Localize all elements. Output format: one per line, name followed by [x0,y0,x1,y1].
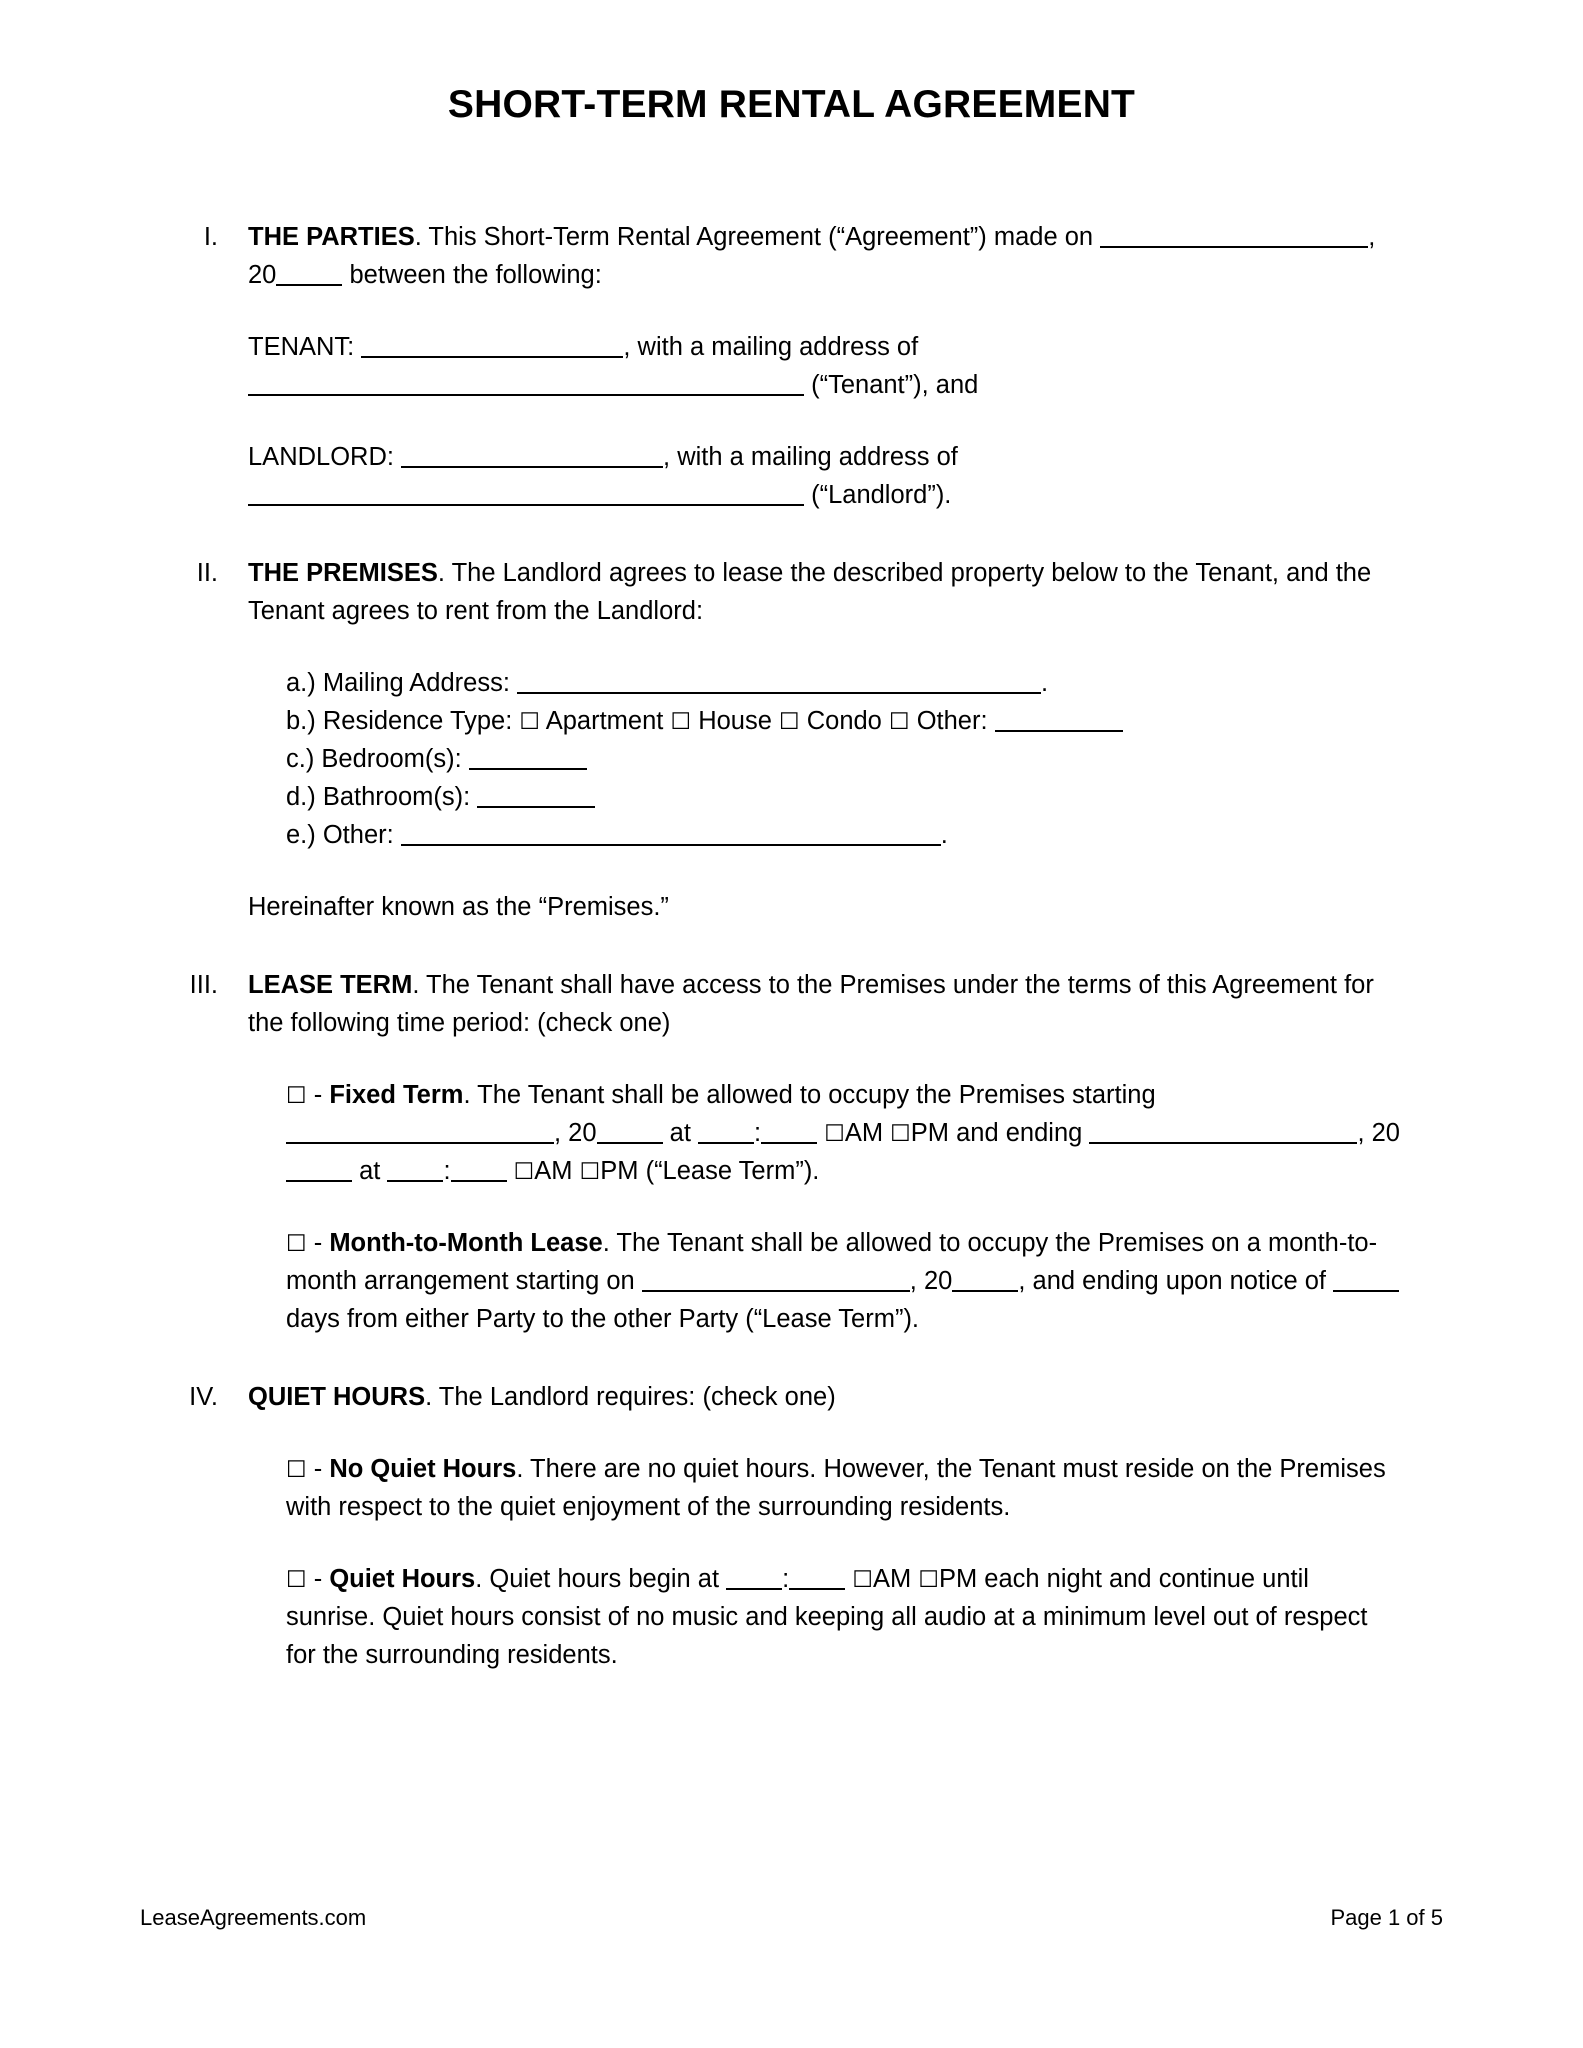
list-item-residence-type [286,702,1423,740]
section-intro-text: . The Landlord agrees to lease the described property below to the Tenant, and the Tenant agrees to rent from the Landlord: [248,559,1372,625]
option-quiet-hours [286,1560,1583,1674]
section-content [218,554,1583,630]
tenant-tail-text: (“Tenant”), and [811,371,979,399]
checkbox-icon-fixed-start-am[interactable]: ☐ [824,1121,845,1147]
landlord-tail-text: (“Landlord”). [811,481,952,509]
section-heading: LEASE TERM [248,971,413,999]
landlord-address-blank[interactable] [248,478,804,506]
quiet-text-3: each night and continue until sunrise. Quiet hours consist of no music and keeping all audio at a minimum level out of respect for the surrounding residents. [286,1565,1368,1669]
fixed-term-text-3: at [662,1119,691,1147]
list-item-bedrooms [286,740,1423,778]
fixed-start-hour-blank[interactable] [698,1116,754,1144]
landlord-block [248,438,1583,514]
option-month-to-month [286,1224,1583,1338]
fixed-end-am-label: AM [534,1157,573,1185]
residence-type-label: b.) Residence Type: [286,707,513,735]
other-label: e.) Other: [286,821,394,849]
checkbox-icon-quiet-pm[interactable]: ☐ [918,1567,939,1593]
other-blank[interactable] [401,818,941,846]
residence-other-blank[interactable] [995,704,1123,732]
bathrooms-blank[interactable] [477,780,595,808]
option-fixed-term [286,1076,1583,1190]
residence-option-apartment: Apartment [545,707,664,735]
document-body [0,218,1583,1674]
fixed-end-hour-blank[interactable] [387,1154,443,1182]
quiet-start-hour-blank[interactable] [726,1562,782,1590]
checkbox-icon-fixed-start-pm[interactable]: ☐ [890,1121,911,1147]
page-title: SHORT-TERM RENTAL AGREEMENT [447,83,1136,126]
list-item-bathrooms [286,778,1423,816]
no-quiet-bullet: - [313,1455,323,1483]
landlord-mid-text: , with a mailing address of [663,443,958,471]
list-item-other [286,816,1423,854]
fixed-term-text-7: at [352,1157,381,1185]
landlord-label: LANDLORD: [248,443,394,471]
date-blank[interactable] [1100,220,1368,248]
section-intro-text: . This Short-Term Rental Agreement (“Agreement”) made on [414,223,1094,251]
tenant-block [248,328,1583,404]
bedrooms-label: c.) Bedroom(s): [286,745,462,773]
checkbox-icon-condo[interactable]: ☐ [779,709,800,735]
checkbox-icon-house[interactable]: ☐ [670,709,692,735]
mtm-text-4: days from either Party to the other Party (“Lease Term”). [286,1305,920,1333]
quiet-label: Quiet Hours [329,1565,476,1593]
mtm-text-3: , and ending upon notice of [1018,1267,1327,1295]
hereinafter-premises-text: Hereinafter known as the “Premises.” [248,893,669,921]
residence-option-condo: Condo [806,707,882,735]
residence-option-other-label: Other: [916,707,988,735]
no-quiet-text: . There are no quiet hours. However, the Tenant must reside on the Premises with respect to the quiet enjoyment of the surrounding residents. [286,1455,1386,1521]
mtm-text-2: , 20 [909,1267,953,1295]
other-period: . [940,821,948,849]
footer-site-name: LeaseAgreements.com [140,1905,367,1930]
option-no-quiet-hours [286,1450,1583,1526]
section-intro-text: . The Landlord requires: (check one) [425,1383,836,1411]
checkbox-icon-apartment[interactable]: ☐ [519,709,541,735]
fixed-term-text-1: . The Tenant shall be allowed to occupy the Premises starting [463,1081,1156,1109]
fixed-start-am-label: AM [844,1119,884,1147]
tenant-name-blank[interactable] [361,330,623,358]
tenant-address-blank[interactable] [248,368,804,396]
page-footer [0,1898,1583,1938]
bedrooms-blank[interactable] [469,742,587,770]
checkbox-icon-month-to-month[interactable]: ☐ [286,1231,307,1257]
quiet-start-minute-blank[interactable] [789,1562,845,1590]
bathrooms-label: d.) Bathroom(s): [286,783,471,811]
fixed-term-text-2: , 20 [554,1119,597,1147]
list-item-mailing-address [286,664,1423,702]
mtm-start-date-blank[interactable] [642,1264,910,1292]
section-content [218,218,1583,294]
fixed-end-minute-blank[interactable] [451,1154,507,1182]
fixed-term-text-6: , 20 [1357,1119,1400,1147]
section-numeral: III. [189,971,218,999]
mailing-address-period: . [1041,669,1049,697]
mtm-notice-days-blank[interactable] [1333,1264,1399,1292]
checkbox-icon-fixed-end-pm[interactable]: ☐ [579,1159,601,1185]
section-content [218,1378,1583,1416]
residence-option-house: House [698,707,772,735]
checkbox-icon-fixed-end-am[interactable]: ☐ [513,1159,535,1185]
fixed-term-label: Fixed Term [329,1081,464,1109]
landlord-name-blank[interactable] [401,440,663,468]
checkbox-icon-no-quiet-hours[interactable]: ☐ [286,1457,307,1483]
fixed-start-minute-blank[interactable] [761,1116,817,1144]
fixed-start-date-blank[interactable] [286,1116,554,1144]
quiet-text-1: . Quiet hours begin at [475,1565,720,1593]
mtm-bullet: - [313,1229,323,1257]
fixed-start-pm-label: PM [910,1119,950,1147]
checkbox-icon-quiet-am[interactable]: ☐ [852,1567,873,1593]
checkbox-icon-other[interactable]: ☐ [888,709,910,735]
section-heading: THE PREMISES [248,559,438,587]
section-heading: QUIET HOURS [248,1383,426,1411]
quiet-colon: : [782,1565,790,1593]
mtm-start-year-blank[interactable] [952,1264,1018,1292]
section-the-parties [0,218,1583,294]
section-lease-term [0,966,1583,1042]
section-content [218,966,1583,1042]
checkbox-icon-quiet-hours[interactable]: ☐ [286,1567,307,1593]
fixed-end-year-blank[interactable] [286,1154,352,1182]
year-blank[interactable] [276,258,342,286]
section-intro-text: . The Tenant shall have access to the Premises under the terms of this Agreement for the following time period: (check one) [248,971,1374,1037]
no-quiet-label: No Quiet Hours [329,1455,517,1483]
fixed-term-colon-1: : [754,1119,762,1147]
fixed-start-year-blank[interactable] [597,1116,663,1144]
quiet-pm-label: PM [938,1565,978,1593]
tenant-mid-text: , with a mailing address of [623,333,919,361]
fixed-term-text-9: (“Lease Term”). [645,1157,820,1185]
checkbox-icon-fixed-term[interactable]: ☐ [286,1083,307,1109]
mtm-text-1: . The Tenant shall be allowed to occupy the Premises on a month-to-month arrangement starting on [286,1229,1378,1295]
section-quiet-hours [0,1378,1583,1416]
section-numeral: IV. [189,1383,218,1411]
fixed-term-text-5: and ending [956,1119,1083,1147]
mailing-address-label: a.) Mailing Address: [286,669,510,697]
between-text: between the following: [342,261,602,289]
section-numeral: II. [196,559,218,587]
section-heading: THE PARTIES [248,223,415,251]
footer-page-number: Page 1 of 5 [1330,1905,1443,1930]
quiet-am-label: AM [872,1565,912,1593]
fixed-term-colon-2: : [443,1157,451,1185]
fixed-term-bullet: - [313,1081,323,1109]
tenant-label: TENANT: [248,333,355,361]
premises-details-list [286,664,1583,854]
year-prefix: , 20 [248,223,1376,289]
mailing-address-blank[interactable] [517,666,1041,694]
quiet-bullet: - [313,1565,323,1593]
section-the-premises [0,554,1583,630]
fixed-end-pm-label: PM [600,1157,639,1185]
mtm-label: Month-to-Month Lease [329,1229,603,1257]
section-numeral: I. [203,223,218,251]
fixed-end-date-blank[interactable] [1089,1116,1357,1144]
